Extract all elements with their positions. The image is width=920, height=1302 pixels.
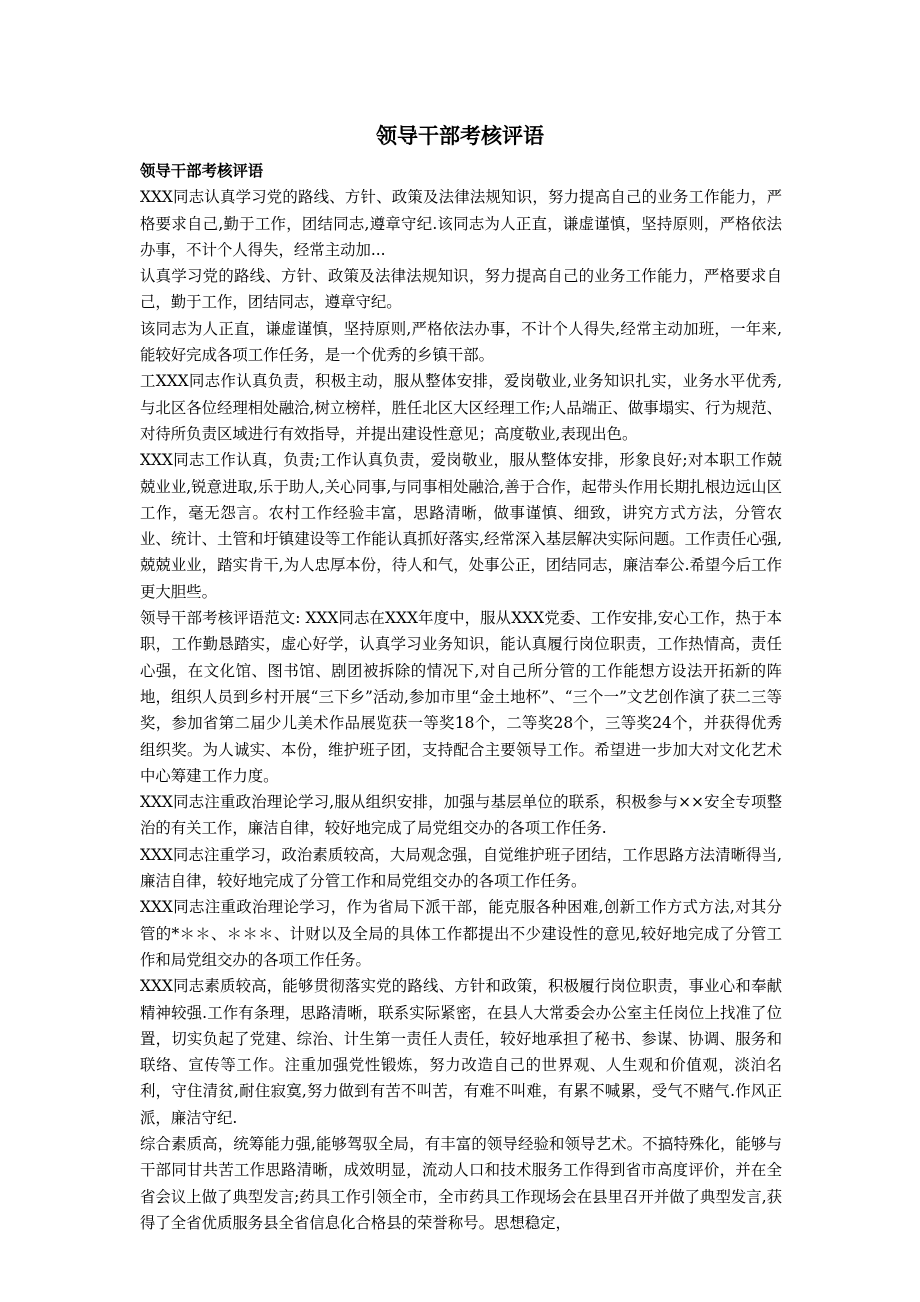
paragraph: XXX同志素质较高，能够贯彻落实党的路线、方针和政策，积极履行岗位职责，事业心和奉献精神较强.工作有条理，思路清晰，联系实际紧密，在县人大常委会办公室主任岗位上找准了位置，切实负起了党建、综治、计生第一责任人责任，较好地承担了秘书、参谋、协调、服务和联络、宣传等工作。注重加强党性锻炼，努力改造自己的世界观、人生观和价值观，淡泊名利，守住清贫,耐住寂寞,努力做到有苦不叫苦，有难不叫难，有累不喊累，受气不赌气.作风正派，廉洁守纪. — [140, 977, 782, 1127]
paragraph: XXX同志注重政治理论学习，作为省局下派干部，能克服各种困难,创新工作方式方法,对其分管的*＊＊、＊＊＊、计财以及全局的具体工作都提出不少建设性的意见,较好地完成了分管工作和局党组交办的各项工作任务。 — [140, 898, 782, 969]
document-body — [140, 158, 782, 1236]
document-title: 领导干部考核评语 — [376, 124, 544, 148]
paragraph: XXX同志注重学习，政治素质较高，大局观念强，自觉维护班子团结，工作思路方法清晰得当,廉洁自律，较好地完成了分管工作和局党组交办的各项工作任务。 — [140, 845, 782, 891]
paragraph: 认真学习党的路线、方针、政策及法律法规知识，努力提高自己的业务工作能力，严格要求自己，勤于工作，团结同志，遵章守纪。 — [140, 267, 782, 312]
paragraph: 领导干部考核评语范文: XXX同志在XXX年度中，服从XXX党委、工作安排,安心工作，热于本职，工作勤恳踏实，虚心好学，认真学习业务知识，能认真履行岗位职责，工作热情高，责任心强，在文化馆、图书馆、剧团被拆除的情况下,对自己所分管的工作能想方设法开拓新的阵地，组织人员到乡村开展“三下乡”活动,参加市里“金土地杯”、“三个一”文艺创作演了获二三等奖，参加省第二届少儿美术作品展览获一等奖18个，二等奖28个，三等奖24个，并获得优秀组织奖。为人诚实、本份，维护班子团，支持配合主要领导工作。希望进一步加大对文化艺术中心筹建工作力度。 — [140, 609, 782, 785]
paragraph: XXX同志认真学习党的路线、方针、政策及法律法规知识，努力提高自己的业务工作能力，严格要求自己,勤于工作，团结同志,遵章守纪.该同志为人正直，谦虚谨慎，坚持原则，严格依法办事，不计个人得失，经常主动加... — [140, 188, 782, 259]
section-heading: 领导干部考核评语 — [140, 162, 264, 180]
paragraph: 该同志为人正直，谦虚谨慎，坚持原则,严格依法办事，不计个人得失,经常主动加班，一年来,能较好完成各项工作任务，是一个优秀的乡镇干部。 — [140, 319, 782, 365]
paragraph: XXX同志工作认真，负责;工作认真负责，爱岗敬业，服从整体安排，形象良好;对本职工作兢兢业业,锐意进取,乐于助人,关心同事,与同事相处融洽,善于合作，起带头作用长期扎根边远山区工作，毫无怨言。农村工作经验丰富，思路清晰，做事谨慎、细致，讲究方式方法，分管农业、统计、土管和圩镇建设等工作能认真抓好落实,经常深入基层解决实际问题。工作责任心强,兢兢业业，踏实肯干,为人忠厚本份，待人和气，处事公正，团结同志，廉洁奉公.希望今后工作更大胆些。 — [140, 451, 782, 601]
paragraph: XXX同志注重政治理论学习,服从组织安排，加强与基层单位的联系，积极参与××安全专项整治的有关工作，廉洁自律，较好地完成了局党组交办的各项工作任务. — [140, 793, 782, 838]
paragraph: 工XXX同志作认真负责，积极主动，服从整体安排，爱岗敬业,业务知识扎实，业务水平优秀,与北区各位经理相处融洽,树立榜样，胜任北区大区经理工作;人品端正、做事塌实、行为规范、对待所负责区域进行有效指导，并提出建设性意见；高度敬业,表现出色。 — [140, 372, 782, 443]
paragraph: 综合素质高，统筹能力强,能够驾驭全局，有丰富的领导经验和领导艺术。不搞特殊化，能够与干部同甘共苦工作思路清晰，成效明显，流动人口和技术服务工作得到省市高度评价，并在全省会议上做了典型发言;药具工作引领全市，全市药具工作现场会在县里召开并做了典型发言,获得了全省优质服务县全省信息化合格县的荣誉称号。思想稳定， — [140, 1134, 783, 1232]
